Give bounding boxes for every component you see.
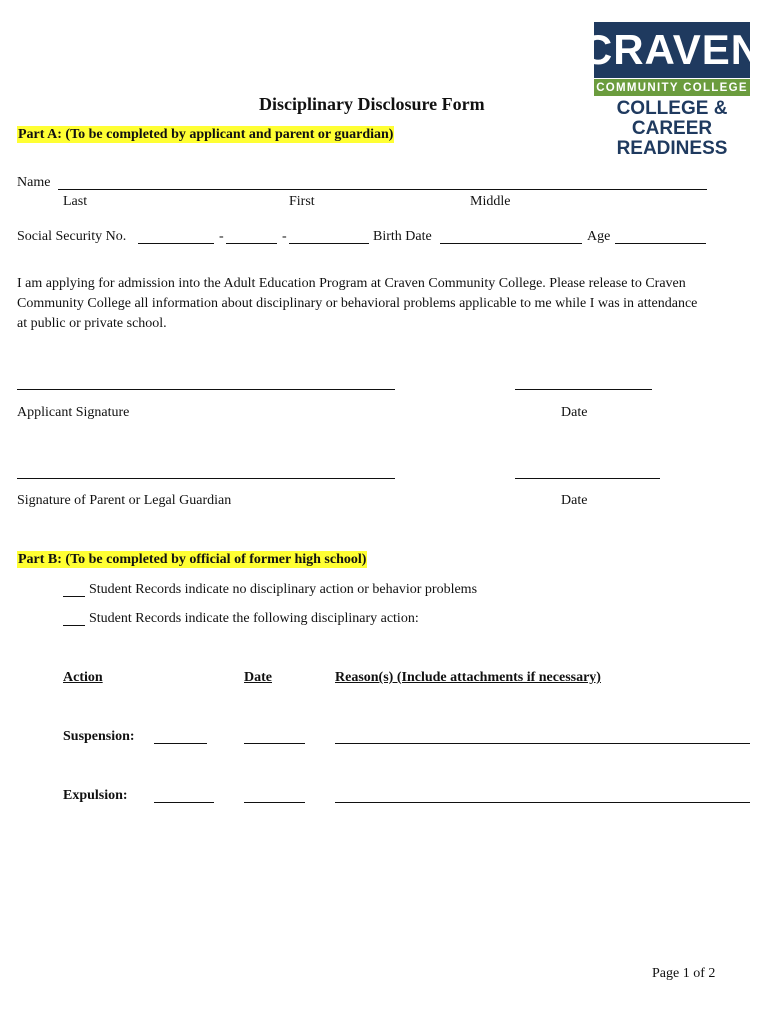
no-action-option-label: Student Records indicate no disciplinary action or behavior problems [89,582,478,597]
logo-name: CRAVEN [594,22,750,78]
name-field[interactable] [58,189,707,190]
action-column-header: Action [63,670,103,685]
ssn-field-1[interactable] [138,243,214,244]
date-column-header: Date [244,670,272,685]
guardian-date-field[interactable] [515,478,660,479]
craven-logo [581,22,763,159]
suspension-date-field[interactable] [244,743,305,744]
ssn-separator-2: - [282,229,287,244]
guardian-signature-label: Signature of Parent or Legal Guardian [17,493,232,508]
age-label: Age [587,229,611,244]
suspension-label: Suspension: [63,729,135,744]
release-text-line-1: I am applying for admission into the Adult Education Program at Craven Community College. Please release to Craven [17,276,686,291]
applicant-date-label: Date [561,405,588,420]
applicant-date-field[interactable] [515,389,652,390]
form-title: Disciplinary Disclosure Form [259,94,485,114]
suspension-action-field[interactable] [154,743,207,744]
applicant-signature-field[interactable] [17,389,395,390]
name-first-label: First [289,194,315,209]
logo-program-line1: COLLEGE & CAREER [616,98,728,139]
part-b-heading [17,553,367,567]
disciplinary-action-option-label: Student Records indicate the following disciplinary action: [89,611,419,626]
name-last-label: Last [63,194,88,209]
reason-column-header: Reason(s) (Include attachments if necessary) [335,670,601,685]
release-text-line-2: Community College all information about disciplinary or behavioral problems applicable to me while I was in attendance [17,296,698,311]
expulsion-label: Expulsion: [63,788,128,803]
ssn-separator-1: - [219,229,224,244]
no-action-checkbox-line[interactable] [63,596,85,597]
part-a-heading-text: Part A: (To be completed by applicant and parent or guardian) [18,127,394,142]
name-label: Name [17,175,51,190]
guardian-date-label: Date [561,493,588,508]
ssn-field-2[interactable] [226,243,277,244]
release-text-line-3: at public or private school. [17,316,167,331]
applicant-signature-label: Applicant Signature [17,405,130,420]
expulsion-reason-field[interactable] [335,802,750,803]
disciplinary-action-checkbox-line[interactable] [63,625,85,626]
expulsion-date-field[interactable] [244,802,305,803]
page-number: Page 1 of 2 [652,966,716,981]
logo-program-line2: READINESS [616,138,728,159]
birth-date-field[interactable] [440,243,582,244]
name-middle-label: Middle [470,194,511,209]
age-field[interactable] [615,243,706,244]
guardian-signature-field[interactable] [17,478,395,479]
birth-date-label: Birth Date [373,229,432,244]
suspension-reason-field[interactable] [335,743,750,744]
ssn-field-3[interactable] [289,243,369,244]
logo-tagline: COMMUNITY COLLEGE [594,79,750,96]
expulsion-action-field[interactable] [154,802,214,803]
ssn-label: Social Security No. [17,229,127,244]
part-b-heading-text: Part B: (To be completed by official of former high school) [18,552,367,567]
part-a-heading [17,128,394,142]
